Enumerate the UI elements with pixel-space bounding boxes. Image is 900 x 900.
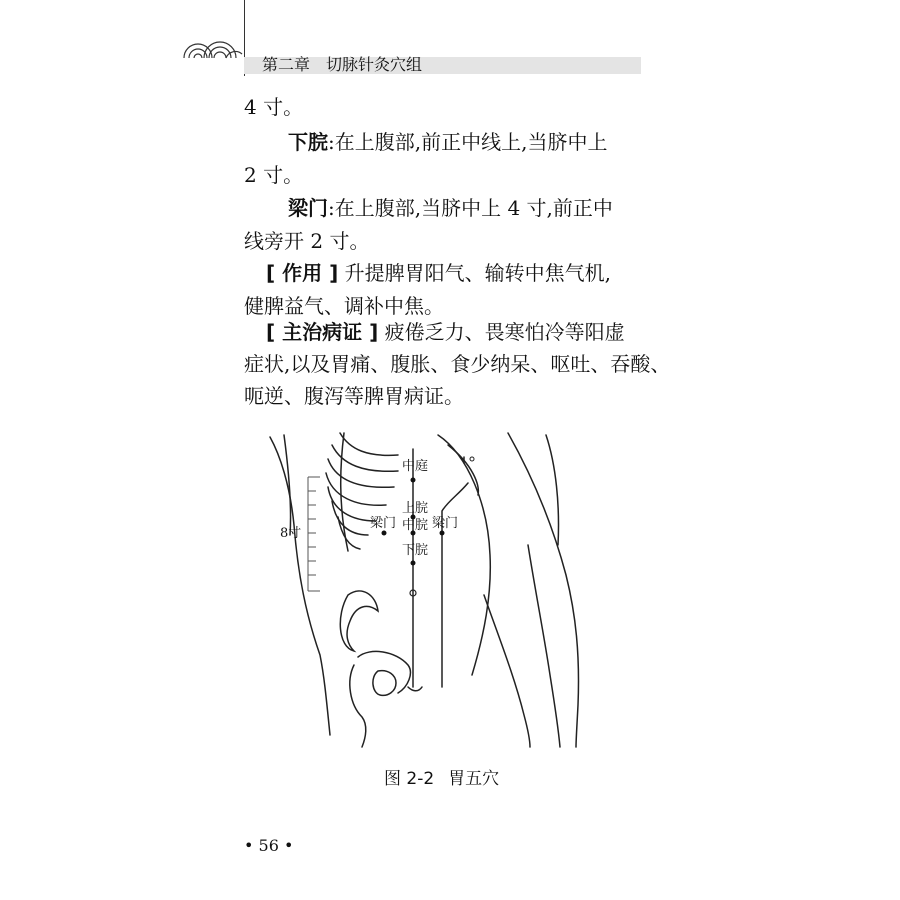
acupoint-liangmen: 梁门:在上腹部,当脐中上 4 寸,前正中 <box>288 196 613 220</box>
text-line: 4 寸。 <box>244 95 304 119</box>
effect-paragraph: [ 作用 ] 升提脾胃阳气、输转中焦气机, <box>266 261 611 285</box>
chapter-title: 切脉针灸穴组 <box>326 55 423 74</box>
acupoint-xiawan: 下脘:在上腹部,前正中线上,当脐中上 <box>288 130 608 154</box>
page-number: • 56 • <box>244 836 294 855</box>
acupoint-name: 下脘 <box>288 130 328 154</box>
label-zhongting: 中庭 <box>402 459 429 474</box>
chapter-number: 第二章 <box>262 55 311 74</box>
acupoint-dot-xiawan <box>411 561 416 566</box>
label-liangmen-right: 梁门 <box>432 516 459 531</box>
label-zhongwan: 中脘 <box>402 518 429 533</box>
acupoint-dot-liangmen-left <box>382 531 387 536</box>
running-header <box>262 54 422 76</box>
torso-illustration <box>258 425 588 755</box>
section-label: [ 作用 ] <box>266 261 339 285</box>
label-scale-8cun: 8寸 <box>280 526 302 541</box>
caption-number: 图 2-2 <box>384 769 435 789</box>
anatomy-figure <box>258 425 588 759</box>
label-xiawan: 下脘 <box>402 543 429 558</box>
text-line: 线旁开 2 寸。 <box>244 229 370 253</box>
acupoint-dot-liangmen-right <box>440 531 445 536</box>
text-line: 2 寸。 <box>244 163 304 187</box>
label-shangwan: 上脘 <box>402 501 429 516</box>
label-liangmen-left: 梁门 <box>370 516 397 531</box>
figure-caption <box>384 768 499 790</box>
text-line: 症状,以及胃痛、腹胀、食少纳呆、呕吐、吞酸、 <box>244 352 671 376</box>
acupoint-name: 梁门 <box>288 196 328 220</box>
cloud-ornament-icon <box>180 26 244 60</box>
text-line: 健脾益气、调补中焦。 <box>244 294 444 318</box>
section-label: [ 主治病证 ] <box>266 320 379 344</box>
indication-paragraph: [ 主治病证 ] 疲倦乏力、畏寒怕冷等阳虚 <box>266 320 625 344</box>
caption-title: 胃五穴 <box>448 769 500 789</box>
text-line: 呃逆、腹泻等脾胃病证。 <box>244 384 464 408</box>
acupoint-dot-zhongting <box>411 478 416 483</box>
